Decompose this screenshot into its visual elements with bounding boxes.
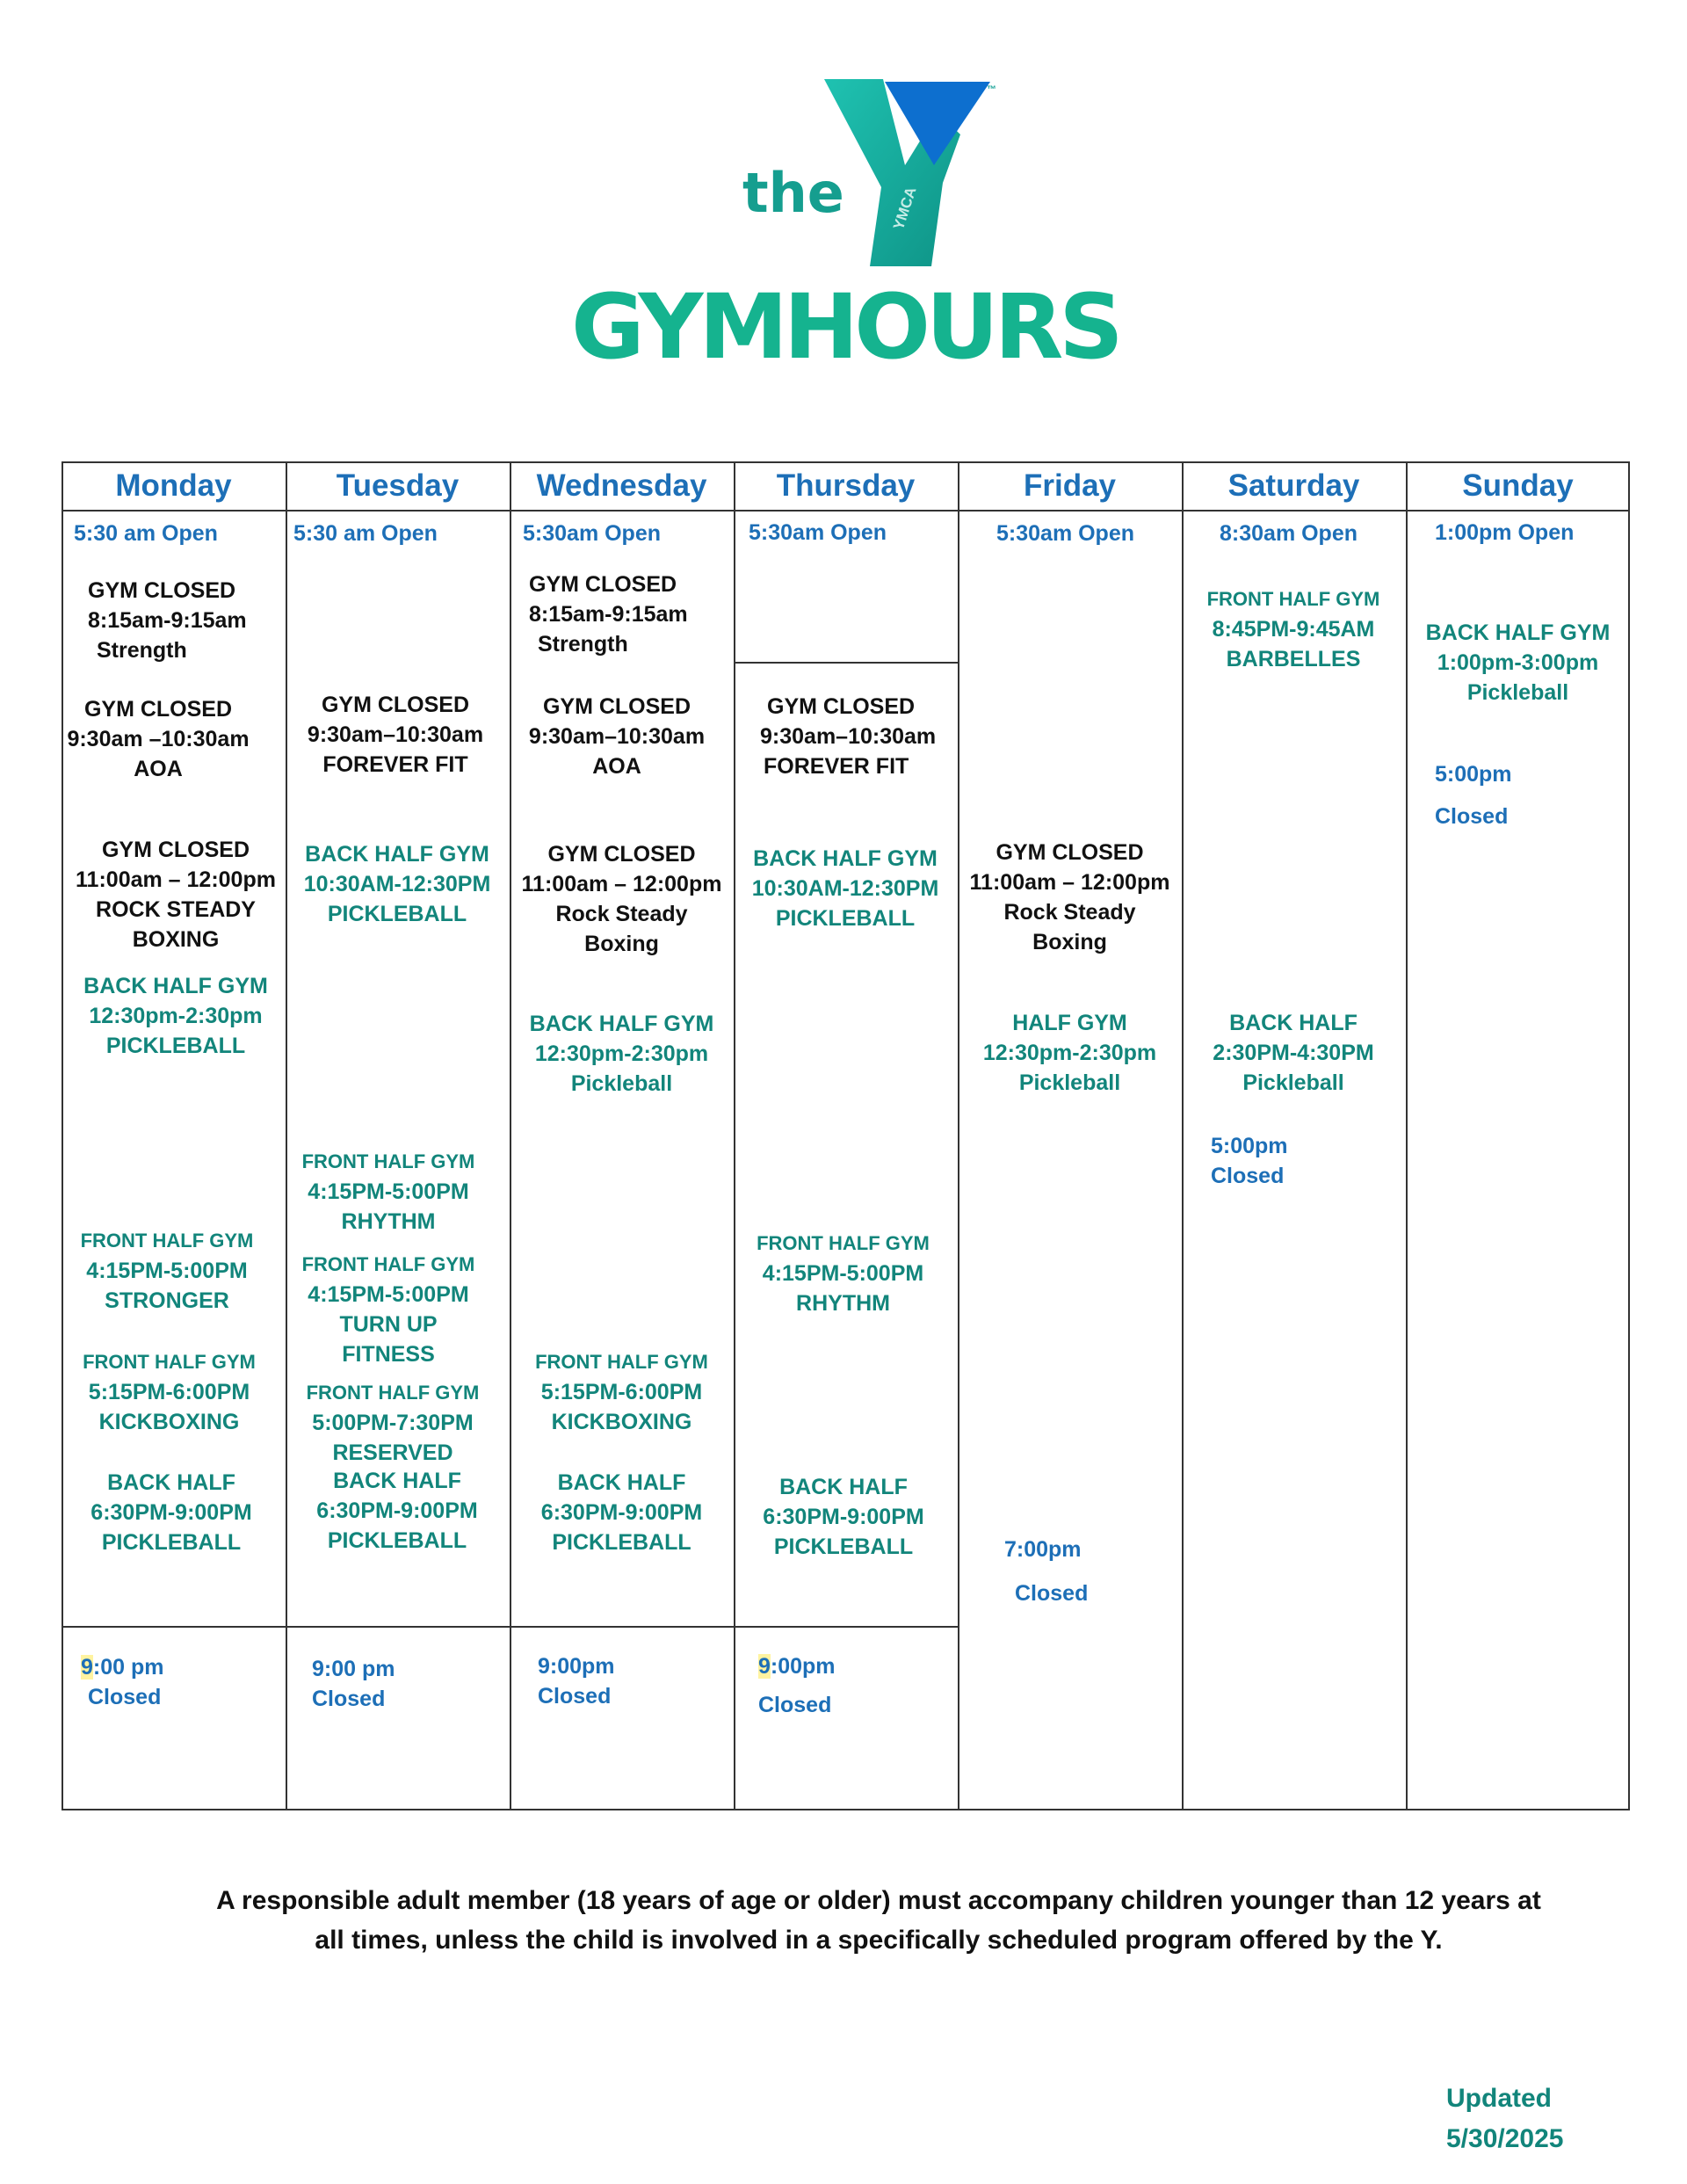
entry-activity: RHYTHM — [796, 1291, 890, 1316]
entry-area: FRONT HALF GYM — [83, 1351, 256, 1373]
y-logo-icon — [742, 77, 1006, 275]
wednesday-entry — [529, 570, 688, 659]
entry-area: FRONT HALF GYM — [301, 1150, 475, 1172]
entry-activity: ROCK STEADY — [96, 897, 256, 922]
notice-line: A responsible adult member (18 years of age or older) must accompany children younger than 12 years at — [216, 1886, 1541, 1915]
closed-label: Closed — [1435, 804, 1509, 829]
friday-open: 5:30am Open — [996, 521, 1135, 546]
entry-area: BACK HALF GYM — [305, 842, 489, 867]
tuesday-entry — [287, 1147, 489, 1237]
monday-entry — [62, 971, 290, 1061]
entry-activity: FOREVER FIT — [322, 752, 468, 777]
sunday-entry — [1408, 618, 1628, 707]
monday-close — [81, 1652, 164, 1712]
entry-time: 9:30am–10:30am — [760, 724, 937, 749]
entry-area: FRONT HALF GYM — [535, 1351, 708, 1373]
thursday-entry — [735, 1229, 951, 1318]
thursday-open: 5:30am Open — [749, 520, 887, 545]
entry-time: 8:45PM-9:45AM — [1212, 617, 1375, 642]
tuesday-close — [312, 1654, 395, 1714]
day-header-tuesday: Tuesday — [336, 468, 460, 503]
entry-activity: KICKBOXING — [551, 1410, 692, 1434]
entry-activity: Pickleball — [1242, 1070, 1344, 1095]
entry-activity: Strength — [97, 638, 187, 663]
entry-activity: STRONGER — [105, 1288, 229, 1313]
entry-time: 6:30PM-9:00PM — [91, 1500, 252, 1525]
sunday-open: 1:00pm Open — [1435, 520, 1575, 545]
entry-activity: Boxing — [584, 932, 659, 956]
entry-status: GYM CLOSED — [88, 578, 236, 603]
entry-status: GYM CLOSED — [996, 840, 1144, 865]
thursday-entry — [734, 1472, 953, 1562]
saturday-open: 8:30am Open — [1220, 521, 1358, 546]
entry-area: BACK HALF — [779, 1475, 908, 1499]
entry-activity: AOA — [134, 757, 183, 781]
entry-activity: PICKLEBALL — [327, 1528, 467, 1553]
entry-time: 5:00PM-7:30PM — [312, 1411, 474, 1435]
entry-time: 10:30AM-12:30PM — [751, 876, 939, 901]
entry-area: BACK HALF GYM — [529, 1012, 714, 1036]
monday-entry — [62, 694, 255, 784]
entry-time: 11:00am – 12:00pm — [76, 867, 276, 892]
day-header-wednesday: Wednesday — [536, 468, 707, 503]
entry-time: 6:30PM-9:00PM — [540, 1500, 703, 1525]
entry-time: 5:15PM-6:00PM — [88, 1380, 250, 1404]
entry-status: GYM CLOSED — [101, 838, 250, 862]
entry-status: GYM CLOSED — [542, 694, 691, 719]
closed-label: Closed — [758, 1693, 832, 1717]
wednesday-entry — [510, 1468, 734, 1557]
sunday-close — [1435, 753, 1512, 838]
entry-time: 8:15am-9:15am — [529, 602, 688, 627]
entry-activity: PICKLEBALL — [773, 1535, 914, 1559]
table-border-bottom — [62, 1809, 1630, 1810]
table-border-left — [62, 461, 63, 1810]
entry-activity: TURN UP — [339, 1312, 438, 1337]
highlighted-digit: 9 — [81, 1655, 93, 1680]
entry-activity: BOXING — [132, 927, 220, 952]
friday-entry — [958, 838, 1182, 957]
entry-time: 9:30am –10:30am — [67, 727, 250, 751]
header-divider — [62, 510, 1630, 512]
closed-label: Closed — [1015, 1581, 1089, 1606]
entry-activity: PICKLEBALL — [775, 906, 916, 931]
entry-time: 2:30PM-4:30PM — [1213, 1041, 1374, 1065]
monday-entry — [88, 576, 247, 665]
entry-activity: PICKLEBALL — [552, 1530, 691, 1555]
entry-activity: RHYTHM — [341, 1209, 436, 1234]
logo-ymca-text: YMCA — [890, 185, 920, 232]
entry-activity: Rock Steady — [1003, 900, 1136, 925]
close-time: 9:00 pm — [312, 1657, 395, 1681]
updated-value: 5/30/2025 — [1446, 2124, 1564, 2153]
entry-time: 4:15PM-5:00PM — [308, 1282, 469, 1307]
entry-activity: Pickleball — [1018, 1070, 1121, 1095]
wednesday-entry — [510, 1009, 734, 1099]
day-header-saturday: Saturday — [1227, 468, 1360, 503]
entry-area: BACK HALF GYM — [1425, 620, 1611, 645]
entry-time: 4:15PM-5:00PM — [762, 1261, 924, 1286]
entry-time: 6:30PM-9:00PM — [763, 1505, 924, 1529]
entry-status: GYM CLOSED — [767, 694, 916, 719]
saturday-entry — [1184, 1008, 1403, 1098]
monday-entry — [62, 1226, 272, 1316]
entry-activity: Rock Steady — [555, 902, 688, 926]
close-time: 5:00pm — [1211, 1134, 1288, 1158]
saturday-close — [1211, 1131, 1288, 1191]
closed-label: Closed — [538, 1684, 612, 1709]
supervision-notice — [132, 1881, 1625, 1960]
thursday-row-divider — [734, 662, 958, 664]
entry-area: FRONT HALF GYM — [306, 1382, 480, 1404]
wednesday-close — [538, 1651, 615, 1711]
entry-time: 4:15PM-5:00PM — [86, 1259, 248, 1283]
notice-line: all times, unless the child is involved in a specifically scheduled program offered by the Y. — [315, 1926, 1443, 1955]
tuesday-entry — [287, 1250, 489, 1369]
close-time: 9:00pm — [538, 1654, 615, 1679]
close-time: 9:00pm — [758, 1654, 836, 1679]
monday-entry — [62, 1468, 281, 1557]
entry-activity: RESERVED — [332, 1440, 453, 1465]
day-header-monday: Monday — [115, 468, 232, 503]
entry-area: FRONT HALF GYM — [80, 1230, 254, 1252]
entry-activity: Strength — [538, 632, 628, 657]
entry-time: 11:00am – 12:00pm — [521, 872, 722, 896]
entry-area: BACK HALF — [333, 1469, 461, 1493]
thursday-entry — [735, 844, 955, 933]
entry-time: 12:30pm-2:30pm — [534, 1041, 709, 1066]
entry-activity: KICKBOXING — [98, 1410, 240, 1434]
entry-activity: FITNESS — [342, 1342, 435, 1367]
entry-activity: FOREVER FIT — [764, 754, 909, 779]
entry-activity: Pickleball — [1466, 680, 1569, 705]
close-time: 7:00pm — [1004, 1537, 1082, 1562]
entry-time: 5:15PM-6:00PM — [540, 1380, 703, 1404]
entry-time: 9:30am–10:30am — [307, 722, 484, 747]
tuesday-entry — [287, 1466, 507, 1556]
updated-label: Updated — [1446, 2084, 1552, 2113]
entry-area: HALF GYM — [1012, 1011, 1127, 1035]
entry-time: 8:15am-9:15am — [88, 608, 247, 633]
entry-area: BACK HALF GYM — [753, 846, 938, 871]
trademark-mark: ™ — [987, 84, 996, 95]
page-title: GYMHOURS — [571, 275, 1119, 380]
tuesday-entry — [287, 1378, 498, 1468]
wednesday-entry — [511, 692, 722, 781]
monday-entry — [62, 1347, 277, 1437]
tuesday-entry — [286, 690, 505, 780]
updated-date — [1446, 2079, 1563, 2159]
entry-activity: PICKLEBALL — [101, 1530, 242, 1555]
friday-entry — [958, 1008, 1182, 1098]
entry-time: 10:30AM-12:30PM — [303, 872, 491, 896]
wednesday-entry — [510, 839, 734, 959]
entry-area: BACK HALF — [557, 1470, 686, 1495]
saturday-entry — [1184, 584, 1403, 674]
entry-time: 4:15PM-5:00PM — [308, 1179, 469, 1204]
closed-label: Closed — [1211, 1164, 1285, 1188]
entry-activity: Pickleball — [570, 1071, 673, 1096]
entry-area: BACK HALF — [107, 1470, 235, 1495]
table-border-right — [1628, 461, 1630, 1810]
entry-time: 9:30am–10:30am — [528, 724, 706, 749]
entry-area: BACK HALF — [1229, 1011, 1358, 1035]
entry-status: GYM CLOSED — [321, 693, 470, 717]
day-header-sunday: Sunday — [1462, 468, 1574, 503]
monday-open: 5:30 am Open — [74, 521, 218, 546]
column-divider — [734, 461, 735, 1810]
entry-status: GYM CLOSED — [83, 697, 233, 722]
column-divider — [958, 461, 959, 1810]
logo-the-text: the — [742, 161, 844, 225]
entry-activity: Boxing — [1032, 930, 1107, 954]
close-time: 9:00 pm — [81, 1655, 164, 1680]
day-header-friday: Friday — [1023, 468, 1117, 503]
entry-activity: PICKLEBALL — [327, 902, 467, 926]
column-divider — [510, 461, 511, 1810]
entry-area: FRONT HALF GYM — [757, 1232, 930, 1254]
friday-close — [1004, 1527, 1088, 1615]
tuesday-entry — [287, 839, 507, 929]
closed-label: Closed — [312, 1687, 386, 1711]
entry-time: 11:00am – 12:00pm — [969, 870, 1170, 895]
wednesday-entry — [510, 1347, 734, 1437]
entry-activity: BARBELLES — [1226, 647, 1361, 671]
close-time: 5:00pm — [1435, 762, 1512, 787]
thursday-close — [758, 1651, 836, 1720]
tuesday-open: 5:30 am Open — [293, 521, 438, 546]
entry-time: 12:30pm-2:30pm — [89, 1004, 263, 1028]
column-divider — [286, 461, 287, 1810]
entry-area: FRONT HALF GYM — [1206, 588, 1380, 610]
highlighted-digit: 9 — [758, 1654, 771, 1679]
entry-time: 6:30PM-9:00PM — [316, 1498, 478, 1523]
closed-label: Closed — [88, 1685, 162, 1709]
entry-area: BACK HALF GYM — [83, 974, 268, 998]
monday-entry — [62, 835, 290, 954]
entry-status: GYM CLOSED — [547, 842, 696, 867]
entry-activity: PICKLEBALL — [105, 1034, 246, 1058]
entry-area: FRONT HALF GYM — [301, 1253, 475, 1275]
entry-time: 12:30pm-2:30pm — [982, 1041, 1157, 1065]
weekly-schedule-table — [62, 461, 1630, 1810]
entry-status: GYM CLOSED — [529, 572, 677, 597]
ymca-logo — [742, 77, 1006, 275]
wednesday-open: 5:30am Open — [523, 521, 662, 546]
entry-activity: AOA — [592, 754, 641, 779]
thursday-entry — [760, 692, 936, 781]
day-header-thursday: Thursday — [776, 468, 916, 503]
closing-row-divider — [62, 1626, 958, 1628]
entry-time: 1:00pm-3:00pm — [1437, 650, 1599, 675]
